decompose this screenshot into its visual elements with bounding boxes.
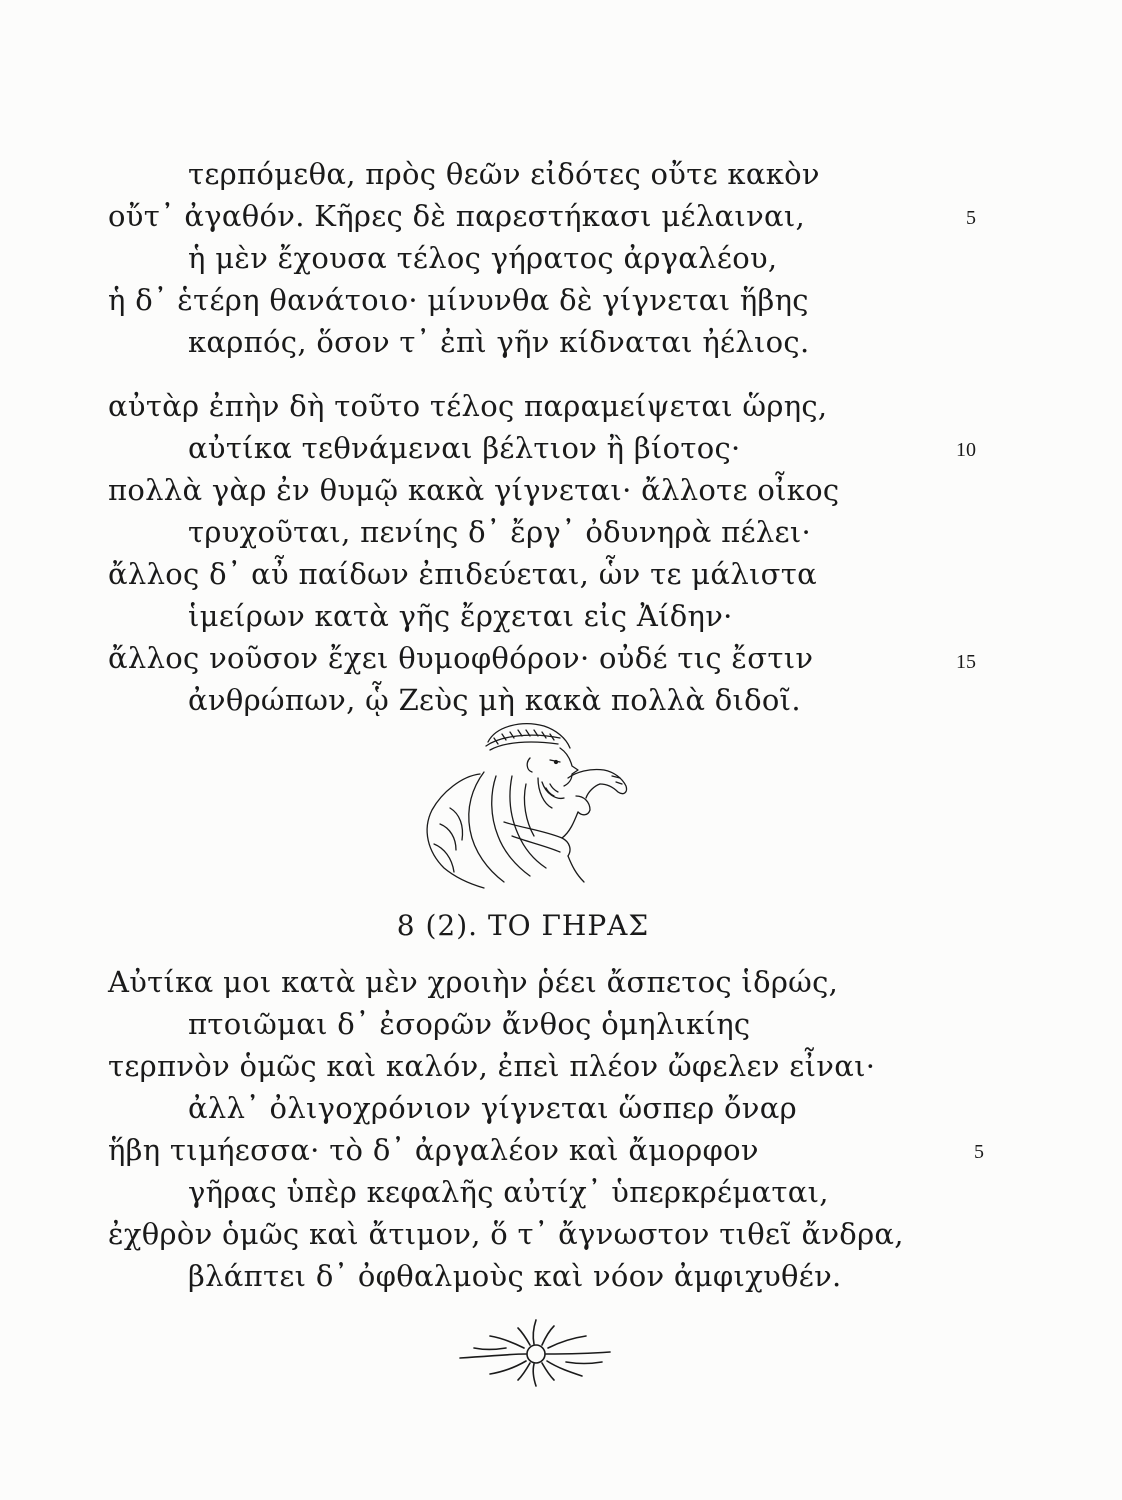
poem-title: 8 (2). ΤΟ ΓΗΡΑΣ: [396, 909, 650, 942]
poem-line: ἥβη τιμήεσσα· τὸ δ᾽ ἀργαλέον καὶ ἄμορφον: [108, 1133, 759, 1167]
poem-line: πολλὰ γὰρ ἐν θυμῷ κακὰ γίγνεται· ἄλλοτε οἶκος: [108, 473, 840, 507]
poem-line: ἐχθρὸν ὁμῶς καὶ ἄτιμον, ὅ τ᾽ ἄγνωστον τιθεῖ ἄνδρα,: [108, 1217, 904, 1251]
poem-line: οὔτ᾽ ἀγαθόν. Κῆρες δὲ παρεστήκασι μέλαιναι,: [108, 199, 806, 233]
poem-line: ἀνθρώπων, ᾧ Ζεὺς μὴ κακὰ πολλὰ διδοῖ.: [188, 683, 801, 717]
poem-line: τερπόμεθα, πρὸς θεῶν εἰδότες οὔτε κακὸν: [188, 157, 820, 191]
line-number: 10: [956, 439, 976, 461]
poem-line: ἄλλος νοῦσον ἔχει θυμοφθόρον· οὐδέ τις ἔστιν: [108, 641, 814, 675]
poem-line: πτοιῶμαι δ᾽ ἐσορῶν ἄνθος ὁμηλικίης: [188, 1007, 751, 1041]
poem-line: ἀλλ᾽ ὀλιγοχρόνιον γίγνεται ὥσπερ ὄναρ: [188, 1091, 797, 1125]
poem-line: Αὐτίκα μοι κατὰ μὲν χροιὴν ῥέει ἄσπετος ἱδρώς,: [108, 965, 839, 999]
line-number: 15: [956, 651, 976, 673]
poem-line: τερπνὸν ὁμῶς καὶ καλόν, ἐπεὶ πλέον ὤφελεν εἶναι·: [108, 1049, 876, 1083]
poem-line: τρυχοῦται, πενίης δ᾽ ἔργ᾽ ὀδυνηρὰ πέλει·: [188, 515, 812, 549]
poem-line: γῆρας ὑπὲρ κεφαλῆς αὐτίχ᾽ ὑπερκρέμαται,: [188, 1175, 829, 1209]
sun-ornament-icon: [454, 1318, 614, 1388]
poem-line: αὐτὰρ ἐπὴν δὴ τοῦτο τέλος παραμείψεται ὥρης,: [108, 389, 828, 423]
poem-line: βλάπτει δ᾽ ὀφθαλμοὺς καὶ νόον ἀμφιχυθέν.: [188, 1259, 842, 1293]
line-number: 5: [966, 207, 976, 229]
poem-line: ἡ μὲν ἔχουσα τέλος γήρατος ἀργαλέου,: [188, 241, 778, 275]
poem-line: καρπός, ὅσον τ᾽ ἐπὶ γῆν κίδναται ἠέλιος.: [188, 325, 810, 359]
poem-line: ἡ δ᾽ ἑτέρη θανάτοιο· μίνυνθα δὲ γίγνεται ἥβης: [108, 283, 809, 317]
vase-painting-figure-icon: [400, 712, 650, 892]
poem-line: ἄλλος δ᾽ αὖ παίδων ἐπιδεύεται, ὧν τε μάλιστα: [108, 557, 817, 591]
poem-line: αὐτίκα τεθνάμεναι βέλτιον ἢ βίοτος·: [188, 431, 741, 465]
line-number: 5: [974, 1141, 984, 1163]
poem-line: ἱμείρων κατὰ γῆς ἔρχεται εἰς Ἀίδην·: [188, 599, 733, 633]
